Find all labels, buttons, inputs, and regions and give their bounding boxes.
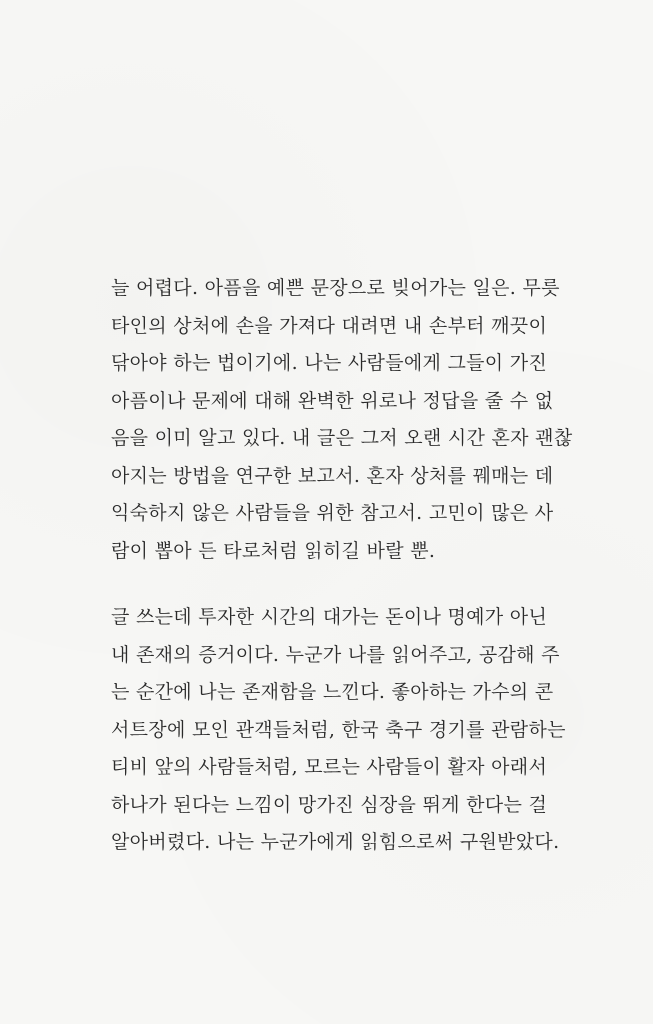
- text-line: 알아버렸다. 나는 누군가에게 읽힘으로써 구원받았다.: [111, 831, 560, 853]
- text-line: 음을 이미 알고 있다. 내 글은 그저 오랜 시간 혼자 괜찮: [111, 427, 573, 449]
- text-line: 티비 앞의 사람들처럼, 모르는 사람들이 활자 아래서: [111, 756, 548, 778]
- text-line: 타인의 상처에 손을 가져다 대려면 내 손부터 깨끗이: [111, 314, 548, 337]
- paragraph-1: [111, 273, 573, 573]
- text-line: 글 쓰는데 투자한 시간의 대가는 돈이나 명예가 아닌: [111, 606, 548, 628]
- text-line: 익숙하지 않은 사람들을 위한 참고서. 고민이 많은 사: [111, 502, 554, 524]
- text-line: 아지는 방법을 연구한 보고서. 혼자 상처를 꿰매는 데: [111, 464, 554, 487]
- text-line: 는 순간에 나는 존재함을 느낀다. 좋아하는 가수의 콘: [111, 681, 554, 703]
- paragraph-2: [111, 602, 566, 865]
- text-line: 람이 뽑아 든 타로처럼 읽히길 바랄 뿐.: [111, 539, 436, 562]
- text-line: 내 존재의 증거이다. 누군가 나를 읽어주고, 공감해 주: [111, 643, 560, 666]
- text-line: 닦아야 하는 법이기에. 나는 사람들에게 그들이 가진: [111, 352, 548, 374]
- text-line: 아픔이나 문제에 대해 완벽한 위로나 정답을 줄 수 없: [111, 389, 554, 412]
- text-line: 늘 어렵다. 아픔을 예쁜 문장으로 빚어가는 일은. 무릇: [111, 277, 560, 299]
- text-line: 서트장에 모인 관객들처럼, 한국 축구 경기를 관람하는: [111, 718, 566, 741]
- text-line: 하나가 된다는 느낌이 망가진 심장을 뛰게 한다는 걸: [111, 793, 548, 816]
